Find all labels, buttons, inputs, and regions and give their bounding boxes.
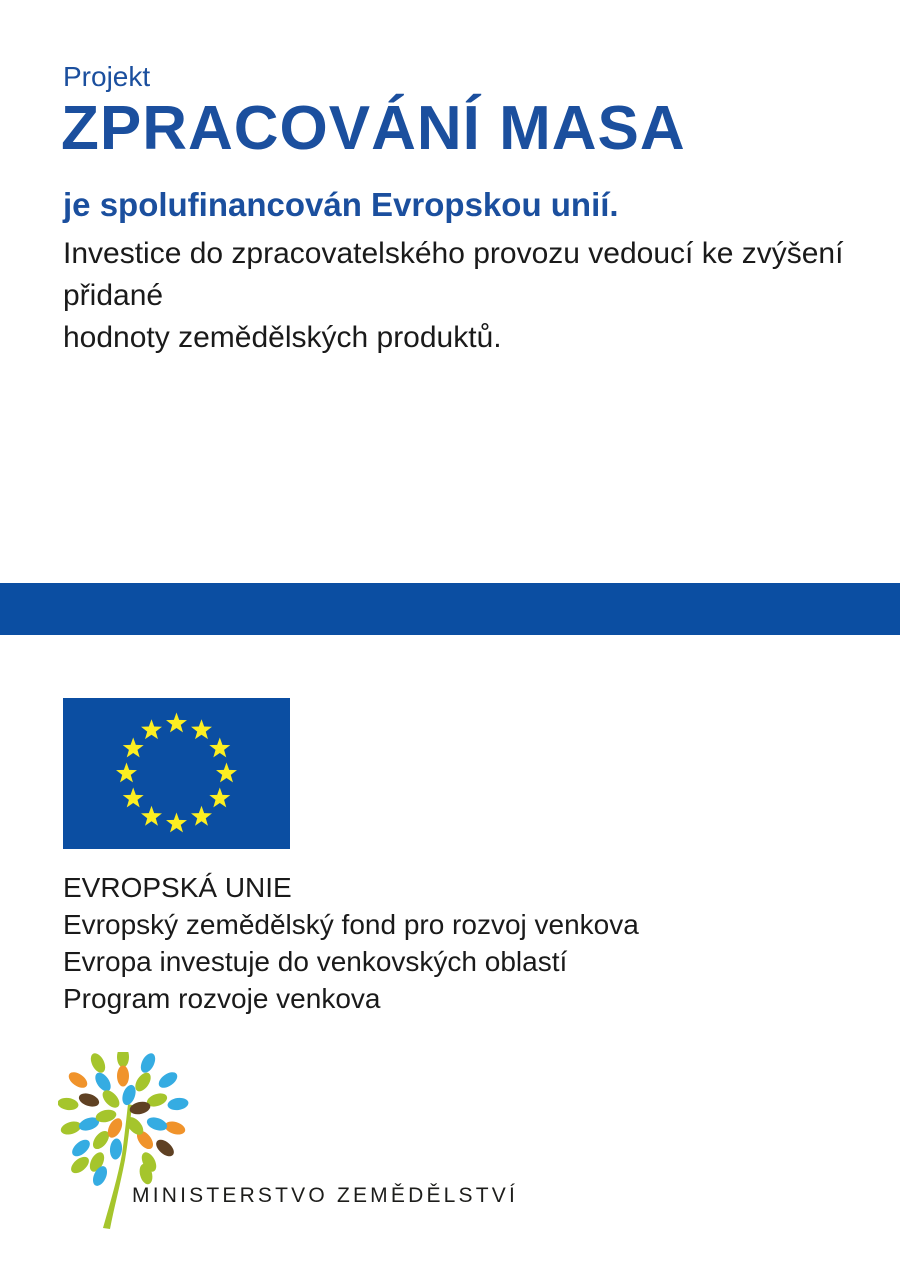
blue-divider-band (0, 583, 900, 635)
eu-line-invest: Evropa investuje do venkovských oblastí (63, 946, 568, 977)
project-description (63, 233, 900, 359)
eu-line-fund: Evropský zemědělský fond pro rozvoj venkova (63, 909, 639, 940)
ministry-label: MINISTERSTVO ZEMĚDĚLSTVÍ (132, 1184, 519, 1207)
description-line-1: Investice do zpracovatelského provozu vedoucí ke zvýšení přidané (63, 237, 844, 312)
project-kicker: Projekt (63, 61, 151, 92)
eu-line-program: Program rozvoje venkova (63, 983, 381, 1014)
eu-flag-icon (63, 698, 290, 849)
project-title: ZPRACOVÁNÍ MASA (61, 94, 686, 163)
eu-funding-text-block (63, 869, 639, 1017)
cofinancing-subtitle: je spolufinancován Evropskou unií. (63, 186, 619, 223)
description-line-2: hodnoty zemědělských produktů. (63, 321, 502, 354)
eu-line-union: EVROPSKÁ UNIE (63, 872, 292, 903)
